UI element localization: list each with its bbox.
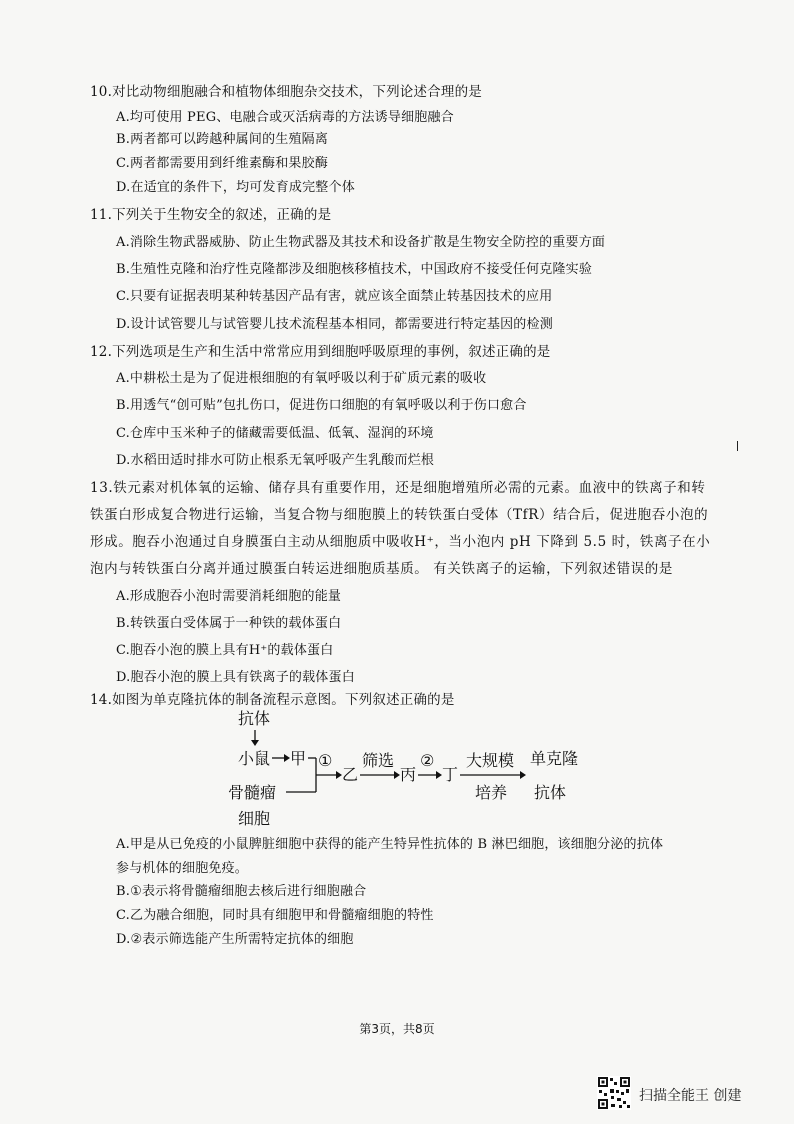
diagram-large-scale-label: 大规模	[466, 751, 515, 770]
diagram-myeloma-label-2: 细胞	[238, 809, 271, 828]
diagram-step1-label: ①	[318, 751, 333, 770]
q12-option-d: D.水稻田适时排水可防止根系无氧呼吸产生乳酸而烂根	[116, 453, 435, 468]
q13-option-a: A.形成胞吞小泡时需要消耗细胞的能量	[116, 589, 342, 604]
q14-option-a-cont: 参与机体的细胞免疫。	[116, 861, 249, 876]
q13-stem-line-3: 形成。胞吞小泡通过自身膜蛋白主动从细胞质中吸收H⁺，当小泡内 pH 下降到 5.5 时，铁离子在小	[90, 534, 711, 550]
q10-option-d: D.在适宜的条件下，均可发育成完整个体	[116, 180, 355, 195]
diagram-culture-label: 培养	[475, 783, 508, 802]
diagram-myeloma-label-1: 骨髓瘤	[228, 783, 277, 802]
scan-speck	[737, 441, 738, 451]
diagram-step2-label: ②	[420, 751, 435, 770]
diagram-ding-label: 丁	[442, 765, 459, 784]
q13-option-b: B.转铁蛋白受体属于一种铁的载体蛋白	[116, 616, 342, 631]
q13-option-c: C.胞吞小泡的膜上具有H⁺的载体蛋白	[116, 643, 334, 658]
q10-option-b: B.两者都可以跨越种属间的生殖隔离	[116, 132, 329, 147]
q11-option-b: B.生殖性克隆和治疗性克隆都涉及细胞核移植技术，中国政府不接受任何克隆实验	[116, 262, 593, 277]
q14-option-c: C.乙为融合细胞，同时具有细胞甲和骨髓瘤细胞的特性	[116, 908, 434, 923]
diagram-mouse-label: 小鼠	[238, 749, 271, 768]
q12-option-b: B.用透气“创可贴”包扎伤口，促进伤口细胞的有氧呼吸以利于伤口愈合	[116, 398, 527, 413]
q13-stem-line-4: 泡内与转铁蛋白分离并通过膜蛋白转运进细胞质基质。 有关铁离子的运输，下列叙述错误的是	[90, 561, 673, 577]
qr-code-icon	[597, 1076, 631, 1110]
q11-stem: 11.下列关于生物安全的叙述，正确的是	[90, 207, 332, 223]
q13-option-d: D.胞吞小泡的膜上具有铁离子的载体蛋白	[116, 670, 355, 685]
q14-option-a: A.甲是从已免疫的小鼠脾脏细胞中获得的能产生特异性抗体的 B 淋巴细胞，该细胞分泌的抗体	[116, 837, 664, 852]
arrow-head-culture	[520, 771, 526, 779]
q14-option-d: D.②表示筛选能产生所需特定抗体的细胞	[116, 932, 354, 947]
q13-stem-line-2: 铁蛋白形成复合物进行运输，当复合物与细胞膜上的转铁蛋白受体（TfR）结合后，促进胞吞小泡的	[90, 507, 709, 523]
page-footer: 第3页，共8页	[359, 1022, 435, 1036]
q10-stem: 10.对比动物细胞融合和植物体细胞杂交技术，下列论述合理的是	[90, 84, 482, 100]
q14-stem: 14.如图为单克隆抗体的制备流程示意图。下列叙述正确的是	[90, 692, 455, 708]
q14-option-b: B.①表示将骨髓瘤细胞去核后进行细胞融合	[116, 884, 367, 899]
q12-option-c: C.仓库中玉米种子的储藏需要低温、低氧、湿润的环境	[116, 426, 434, 441]
scanner-watermark	[597, 1076, 777, 1112]
q13-stem-line-1: 13.铁元素对机体氧的运输、储存具有重要作用，还是细胞增殖所必需的元素。血液中的铁离子和转	[90, 480, 706, 496]
diagram-antibody-label: 抗体	[238, 709, 271, 728]
diagram-screen-label: 筛选	[362, 751, 395, 770]
arrow-down-head	[251, 740, 259, 746]
watermark-text: 扫描全能王 创建	[639, 1088, 742, 1104]
monoclonal-antibody-flow-diagram	[220, 708, 600, 833]
q11-option-c: C.只要有证据表明某种转基因产品有害，就应该全面禁止转基因技术的应用	[116, 289, 553, 304]
q12-option-a: A.中耕松土是为了促进根细胞的有氧呼吸以利于矿质元素的吸收	[116, 371, 487, 386]
q11-option-d: D.设计试管婴儿与试管婴儿技术流程基本相同，都需要进行特定基因的检测	[116, 317, 553, 332]
diagram-bing-label: 丙	[400, 765, 417, 784]
q11-option-a: A.消除生物武器威胁、防止生物武器及其技术和设备扩散是生物安全防控的重要方面	[116, 235, 606, 250]
diagram-jia-label: 甲	[290, 749, 307, 768]
diagram-yi-label: 乙	[342, 765, 359, 784]
q10-option-c: C.两者都需要用到纤维素酶和果胶酶	[116, 156, 329, 171]
q12-stem: 12.下列选项是生产和生活中常常应用到细胞呼吸原理的事例，叙述正确的是	[90, 344, 551, 360]
diagram-mono2-label: 抗体	[534, 783, 567, 802]
q10-option-a: A.均可使用 PEG、电融合或灭活病毒的方法诱导细胞融合	[116, 110, 454, 125]
diagram-mono1-label: 单克隆	[530, 749, 579, 768]
